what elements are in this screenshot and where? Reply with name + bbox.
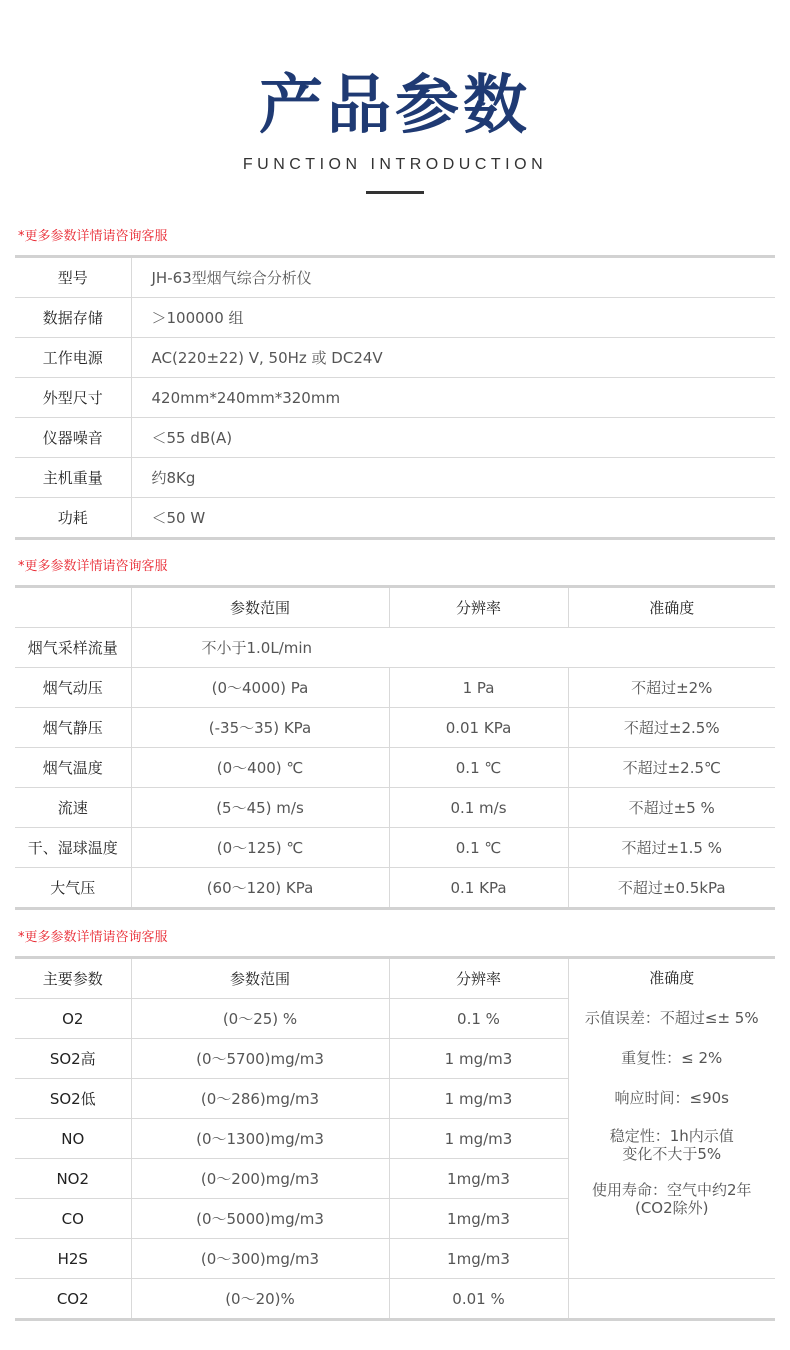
param-resolution: 0.1 ℃ (389, 748, 568, 788)
accuracy-notes-cell (568, 958, 775, 1279)
param-accuracy: 不超过±5 % (568, 788, 775, 828)
spec-name: 功耗 (15, 498, 131, 539)
param-resolution: 0.1 ℃ (389, 828, 568, 868)
header-cell: 分辨率 (389, 958, 568, 999)
spec-name: 外型尺寸 (15, 378, 131, 418)
gas-name: CO (15, 1199, 131, 1239)
accuracy-stability-1: 稳定性：1h内示值 (609, 1127, 734, 1145)
spec-name: 数据存储 (15, 298, 131, 338)
param-resolution: 0.1 KPa (389, 868, 568, 909)
header-cell: 分辨率 (389, 587, 568, 628)
param-accuracy: 不超过±1.5 % (568, 828, 775, 868)
header-cell: 准确度 (649, 969, 695, 987)
spec-value: ＜50 W (131, 498, 775, 539)
param-accuracy: 不超过±2.5% (568, 708, 775, 748)
gas-name: CO2 (15, 1279, 131, 1320)
table-row (15, 458, 775, 498)
spec-value: 约8Kg (131, 458, 775, 498)
gas-name: H2S (15, 1239, 131, 1279)
param-name: 大气压 (15, 868, 131, 909)
gas-resolution: 1mg/m3 (389, 1239, 568, 1279)
param-range: (0～125) ℃ (131, 828, 389, 868)
param-name: 烟气采样流量 (15, 628, 131, 668)
gas-name: SO2低 (15, 1079, 131, 1119)
param-name: 烟气动压 (15, 668, 131, 708)
param-range: (0～4000) Pa (131, 668, 389, 708)
spec-value: 420mm*240mm*320mm (131, 378, 775, 418)
accuracy-repeatability: 重复性：≤ 2% (621, 1049, 723, 1067)
param-name: 烟气温度 (15, 748, 131, 788)
accuracy-life-1: 使用寿命：空气中约2年 (591, 1181, 752, 1199)
param-name: 烟气静压 (15, 708, 131, 748)
page-title: 产品参数 (259, 69, 531, 143)
spec-value: ＜55 dB(A) (131, 418, 775, 458)
accuracy-stability-2: 变化不大于5% (622, 1145, 722, 1163)
spec-name: 主机重量 (15, 458, 131, 498)
gas-resolution: 0.1 % (389, 999, 568, 1039)
gas-resolution: 1 mg/m3 (389, 1079, 568, 1119)
gas-resolution: 1mg/m3 (389, 1159, 568, 1199)
header-cell (15, 587, 131, 628)
gas-range: (0～1300)mg/m3 (131, 1119, 389, 1159)
table-row (15, 748, 775, 788)
spec-value: JH-63型烟气综合分析仪 (131, 257, 775, 298)
table-row (15, 868, 775, 909)
param-name: 干、湿球温度 (15, 828, 131, 868)
contact-note: *更多参数详情请咨询客服 (18, 229, 168, 244)
empty-accuracy-cell (568, 1279, 775, 1320)
gas-name: O2 (15, 999, 131, 1039)
param-resolution: 0.01 KPa (389, 708, 568, 748)
param-accuracy: 不超过±2.5℃ (568, 748, 775, 788)
gas-range: (0～5700)mg/m3 (131, 1039, 389, 1079)
param-accuracy: 不超过±2% (568, 668, 775, 708)
table-row (15, 378, 775, 418)
param-name: 流速 (15, 788, 131, 828)
table-row (15, 708, 775, 748)
gas-range: (0～20)% (131, 1279, 389, 1320)
gas-param-table (15, 956, 775, 1321)
accuracy-response-time: 响应时间：≤90s (614, 1089, 729, 1107)
param-resolution: 1 Pa (389, 668, 568, 708)
table-row (15, 418, 775, 458)
table-row (15, 257, 775, 298)
page-header (0, 0, 790, 194)
header-cell: 主要参数 (15, 958, 131, 999)
table-row (15, 668, 775, 708)
accuracy-life-2: (CO2除外) (634, 1199, 709, 1217)
gas-name: NO2 (15, 1159, 131, 1199)
accuracy-error: 示值误差：不超过≤± 5% (584, 1009, 759, 1027)
gas-range: (0～25) % (131, 999, 389, 1039)
header-cell: 参数范围 (131, 587, 389, 628)
page-subtitle: FUNCTION INTRODUCTION (242, 156, 548, 173)
spec-value: AC(220±22) V, 50Hz 或 DC24V (131, 338, 775, 378)
contact-note: *更多参数详情请咨询客服 (18, 930, 168, 945)
param-range: (-35～35) KPa (131, 708, 389, 748)
param-accuracy: 不超过±0.5kPa (568, 868, 775, 909)
param-range: (60～120) KPa (131, 868, 389, 909)
table-row (15, 498, 775, 539)
gas-name: NO (15, 1119, 131, 1159)
header-cell: 参数范围 (131, 958, 389, 999)
param-value: 不小于1.0L/min (131, 628, 775, 668)
gas-range: (0～286)mg/m3 (131, 1079, 389, 1119)
param-range: (5～45) m/s (131, 788, 389, 828)
table-row (15, 788, 775, 828)
spec-name: 型号 (15, 257, 131, 298)
gas-resolution: 0.01 % (389, 1279, 568, 1320)
basic-spec-table (15, 255, 775, 540)
spec-value: ＞100000 组 (131, 298, 775, 338)
spec-name: 仪器噪音 (15, 418, 131, 458)
gas-range: (0～5000)mg/m3 (131, 1199, 389, 1239)
table-header-row (15, 587, 775, 628)
gas-resolution: 1 mg/m3 (389, 1039, 568, 1079)
gas-range: (0～200)mg/m3 (131, 1159, 389, 1199)
header-cell: 准确度 (568, 587, 775, 628)
flue-gas-table (15, 585, 775, 910)
table-header-row (15, 958, 775, 999)
gas-resolution: 1mg/m3 (389, 1199, 568, 1239)
gas-name: SO2高 (15, 1039, 131, 1079)
table-row (15, 1279, 775, 1320)
table-row (15, 298, 775, 338)
contact-note: *更多参数详情请咨询客服 (18, 559, 168, 574)
title-divider (366, 191, 424, 194)
param-range: (0～400) ℃ (131, 748, 389, 788)
gas-range: (0～300)mg/m3 (131, 1239, 389, 1279)
param-resolution: 0.1 m/s (389, 788, 568, 828)
table-row (15, 828, 775, 868)
spec-name: 工作电源 (15, 338, 131, 378)
table-row (15, 338, 775, 378)
gas-resolution: 1 mg/m3 (389, 1119, 568, 1159)
table-row (15, 628, 775, 668)
